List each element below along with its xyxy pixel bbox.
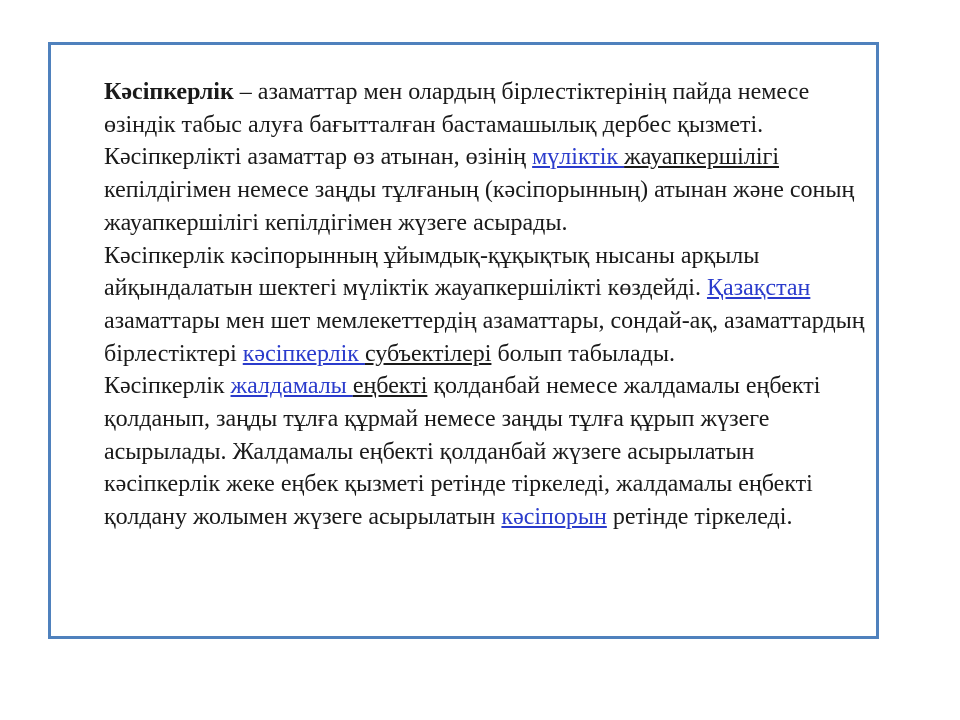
subjects-text-c: болып табылады. (491, 340, 676, 367)
link-property[interactable]: мүліктік (532, 144, 625, 171)
liability-text-b: кепілдігімен немесе заңды тұлғаның (кәсіпорынның) атынан және соның жауапкершілігі кепілдігімен жүзеге асырады. (104, 177, 855, 236)
link-liability[interactable]: жауапкершілігі (624, 144, 780, 171)
paragraph-subjects (60, 240, 875, 371)
paragraph-hired-labor (60, 370, 875, 534)
paragraph-definition (60, 76, 875, 141)
subjects-text-b: азаматтары мен шет мемлекеттердің азаматтары, сондай-ақ, азаматтардың бірлестіктері (104, 307, 865, 367)
labor-text-c: ретінде тіркеледі. (606, 504, 793, 531)
liability-text-a: Кәсіпкерлікті азаматтар өз атынан, өзінің (104, 144, 533, 171)
link-hired[interactable]: жалдамалы (230, 373, 353, 400)
labor-text-b: қолданбай немесе жалдамалы еңбекті қолданып, заңды тұлға құрмай немесе заңды тұлға құрып жүзеге асырылады. Жалдамалы еңбекті қолданбай жүзеге асырылатын кәсіпкерлік жеке еңбек қызметі ретінде тіркеледі, жалдамалы еңбекті қолдану жолымен жүзеге асырылатын (104, 373, 821, 531)
paragraph-liability (60, 141, 875, 239)
definition-text: – азаматтар мен олардың бірлестіктерінің пайда немесе өзіндік табыс алуға бағытталған бастамашылық дербес қызметі. (104, 79, 810, 138)
link-enterprise[interactable]: кәсіпорын (501, 504, 607, 531)
subjects-text-a: Кәсіпкерлік кәсіпорынның ұйымдық-құқықтық нысаны арқылы айқындалатын шектегі мүліктік жауапкершілікті көздейді. (104, 242, 760, 302)
term-bold: Кәсіпкерлік (104, 79, 234, 105)
link-subjects[interactable]: субъектілері (364, 340, 492, 367)
link-entrepreneurship[interactable]: кәсіпкерлік (242, 340, 365, 367)
text-body (60, 76, 875, 534)
labor-text-a: Кәсіпкерлік (104, 373, 231, 400)
link-kazakhstan[interactable]: Қазақстан (706, 275, 811, 302)
link-labor[interactable]: еңбекті (352, 373, 428, 400)
